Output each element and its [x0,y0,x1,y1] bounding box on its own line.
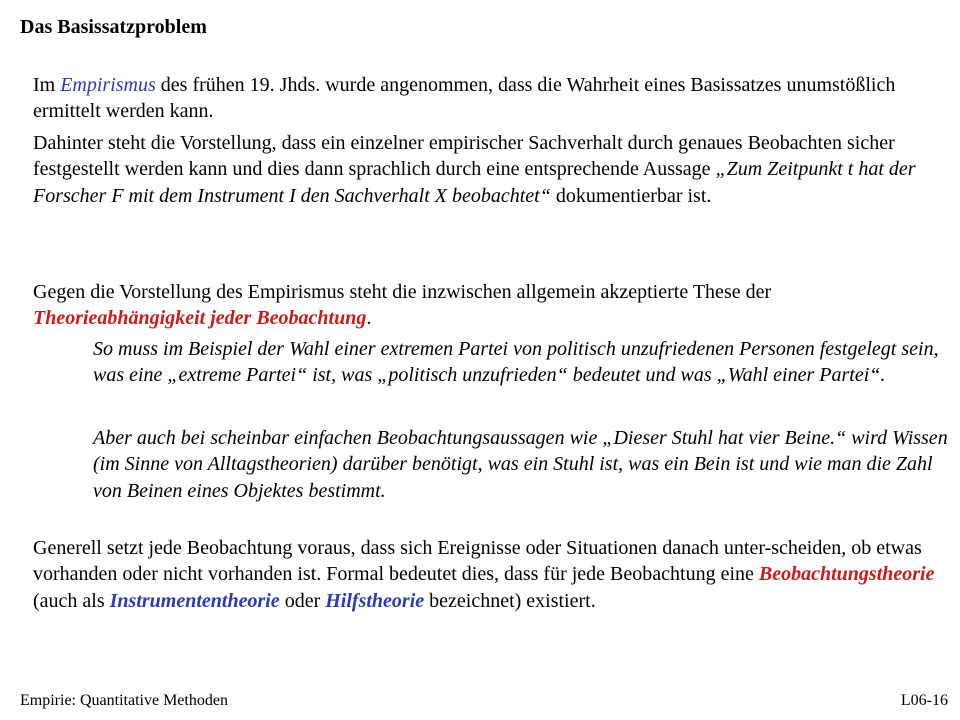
paragraph-empirismus [33,72,948,125]
term-hilfstheorie: Hilfstheorie [325,589,425,612]
text: (auch als [33,589,110,612]
example-partei: So muss im Beispiel der Wahl einer extremen Partei von politisch unzufriedenen Personen festgelegt sein, was eine „extreme Partei“ ist, was „politisch unzufrieden“ bedeutet und was „Wahl einer Partei“. [93,338,939,387]
paragraph-beobachtungstheorie [33,535,948,614]
slide-title: Das Basissatzproblem [20,16,207,38]
text: bezeichnet) existiert. [424,589,596,612]
text: Gegen die Vorstellung des Empirismus steht die inzwischen allgemein akzeptierte These der [33,281,772,303]
text: oder [279,589,326,612]
footer-slide-number: L06-16 [900,692,948,709]
example-stuhl: Aber auch bei scheinbar einfachen Beobachtungsaussagen wie „Dieser Stuhl hat vier Beine.“ wird Wissen (im Sinne von Alltagstheorien) darüber benötigt, was ein Stuhl ist, was ein Bein ist und wie man die Zahl von Beinen eines Objektes bestimmt. [93,427,948,502]
text: Im [33,74,61,96]
term-theorieabhaengigkeit: Theorieabhängigkeit jeder Beobachtung [33,307,367,330]
term-beobachtungstheorie: Beobachtungstheorie [758,563,935,586]
text: Generell setzt jede Beobachtung voraus, dass sich Ereignisse oder Situationen danach unter-scheiden, ob etwas vorhanden oder nicht vorhanden ist. Formal bedeutet dies, dass für jede Beobachtung eine [33,537,922,586]
example-quote: „Zum Zeitpunkt t hat der Forscher F mit dem Instrument I den Sachverhalt X beobachtet“ [33,158,916,207]
term-instrumententheorie: Instrumententheorie [109,589,280,612]
term-empirismus: Empirismus [60,74,156,96]
text: des frühen 19. Jhds. wurde angenommen, dass die Wahrheit eines Basissatzes unumstößlich ermittelt werden kann. [33,74,896,123]
text: Dahinter steht die Vorstellung, dass ein einzelner empirischer Sachverhalt durch genaues Beobachten sicher festgestellt werden kann und dies dann sprachlich durch eine entsprechende Aussage [33,132,895,181]
paragraph-theorieabhaengigkeit [33,279,948,332]
text: . [366,307,372,330]
text: dokumentierbar ist. [550,184,712,207]
paragraph-vorstellung [33,130,948,209]
footer-course-title: Empirie: Quantitative Methoden [20,692,228,709]
